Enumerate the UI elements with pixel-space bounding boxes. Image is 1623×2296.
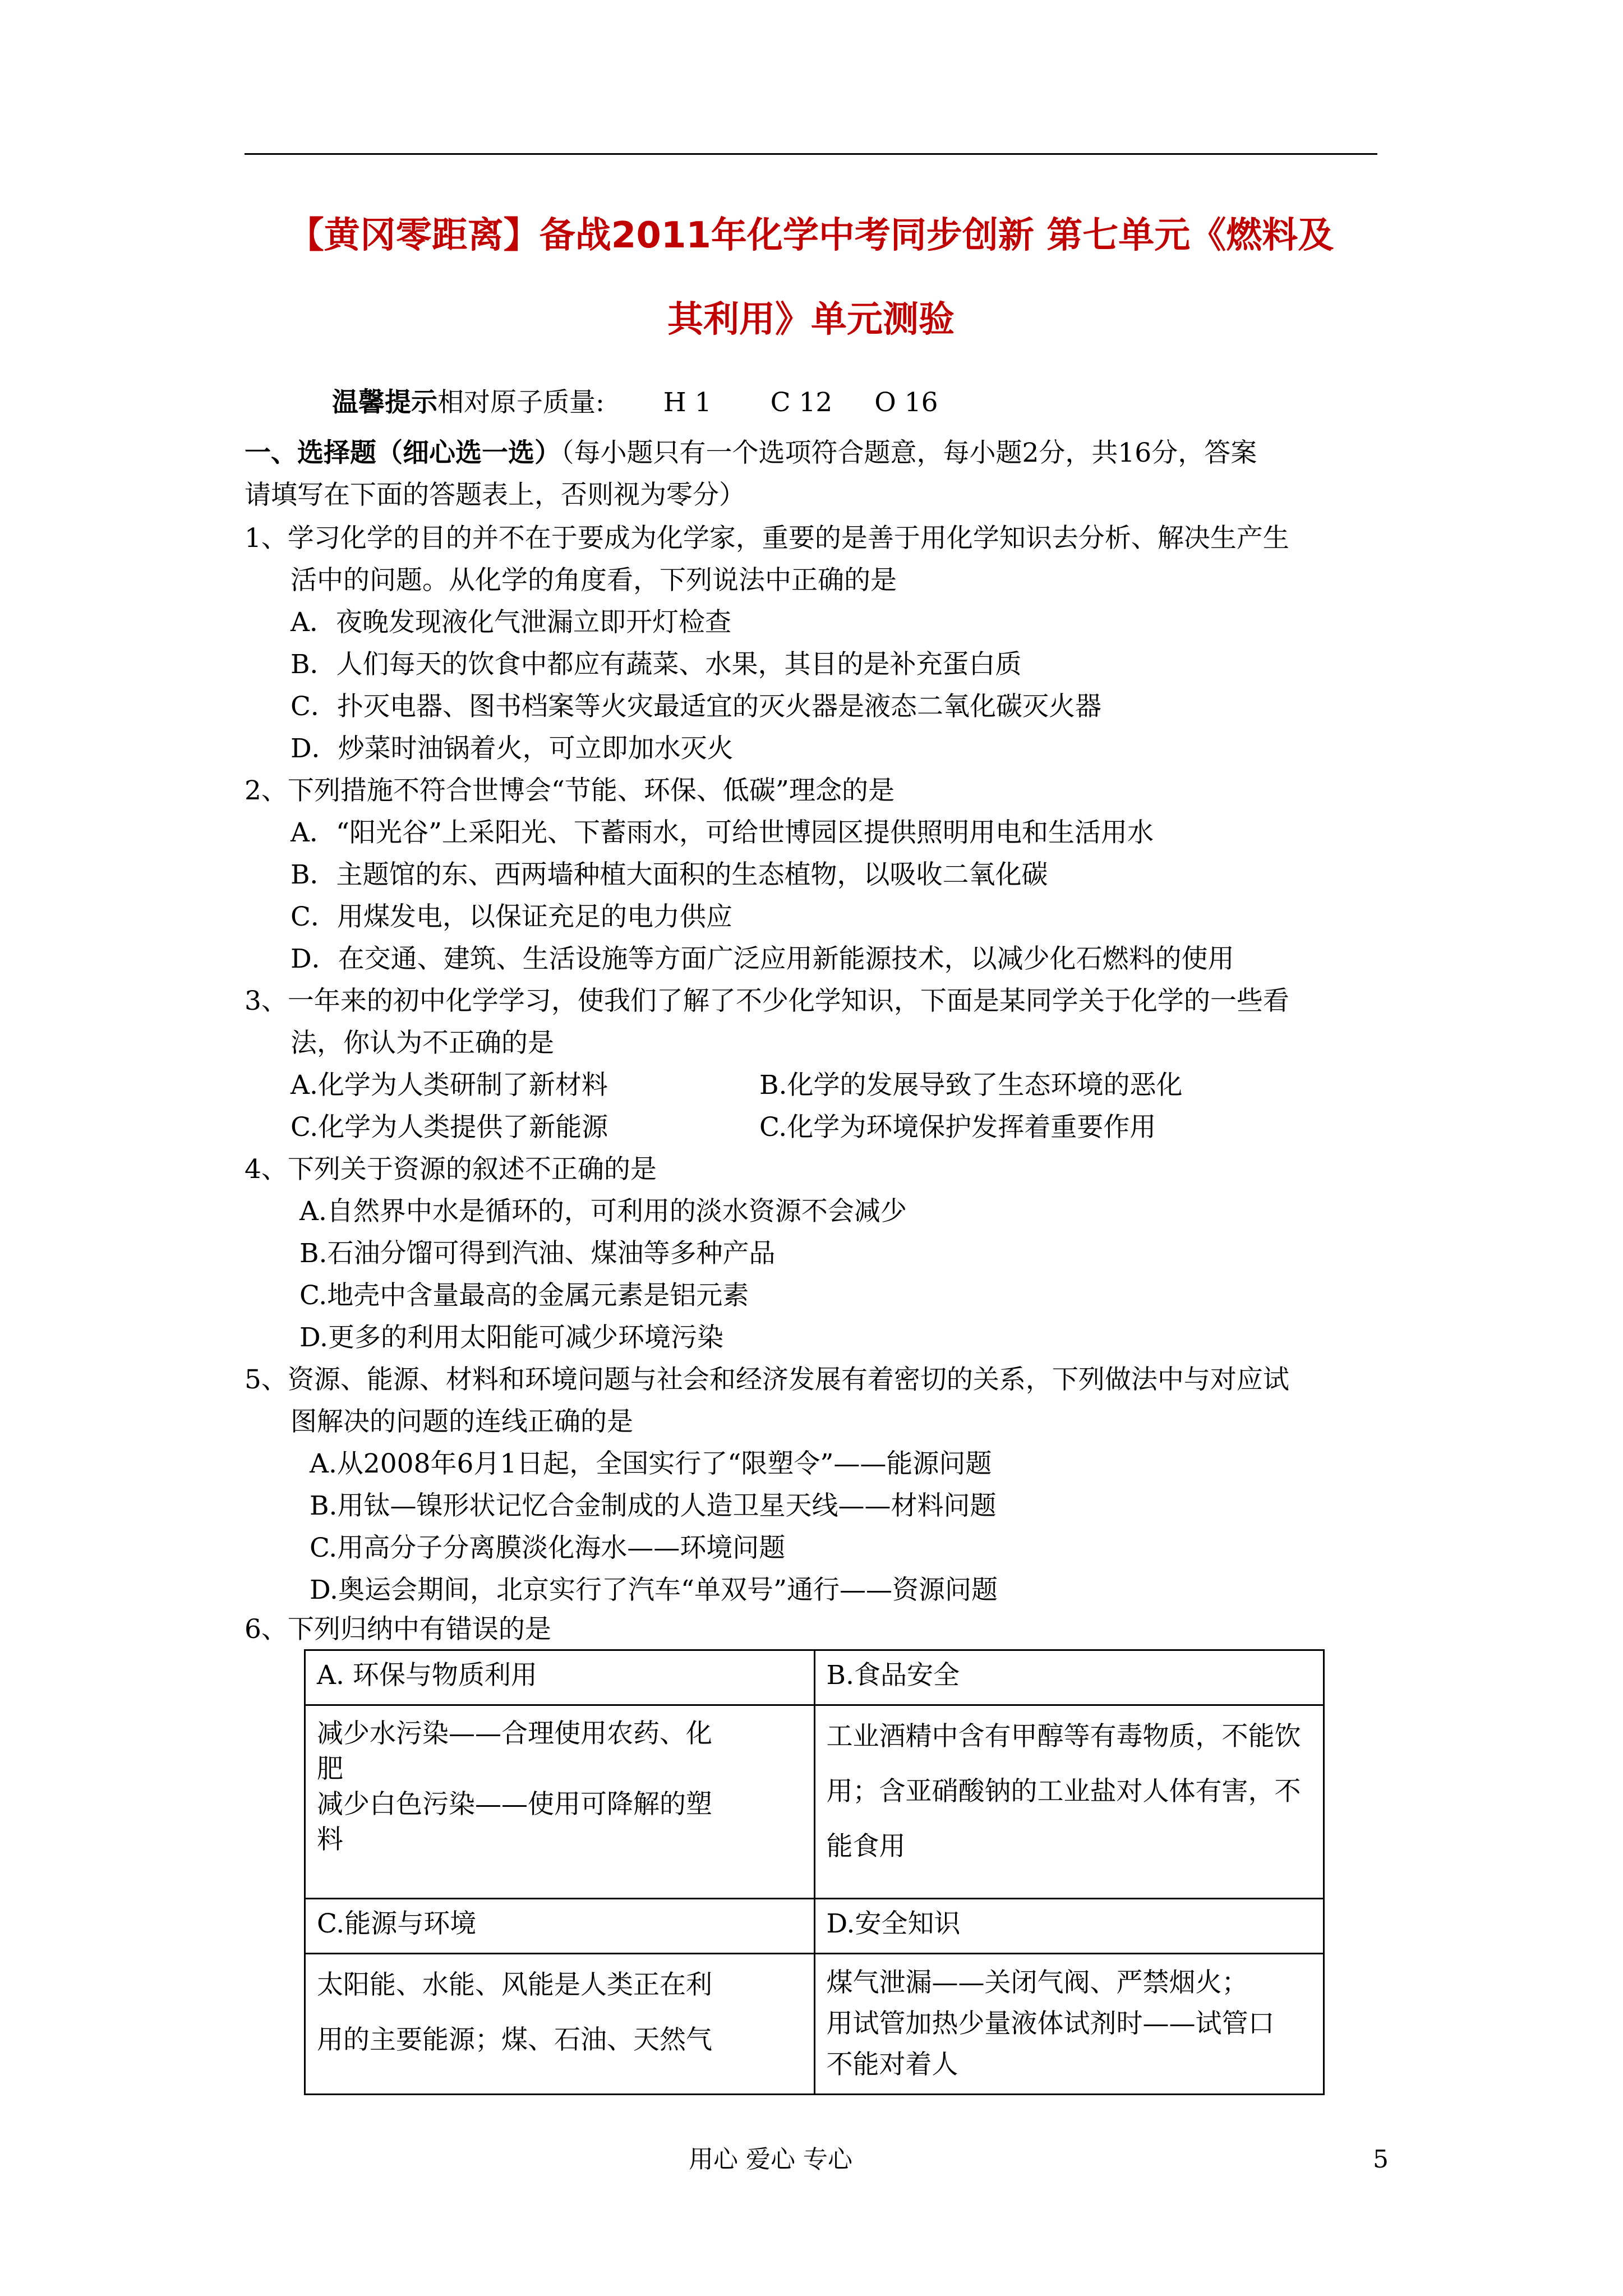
table-cell-c-header: C.能源与环境: [305, 1899, 815, 1954]
question-2-option-a: A．“阳光谷”上采阳光、下蓄雨水，可给世博园区提供照明用电和生活用水: [291, 817, 1154, 848]
table-cell-d-body: 煤气泄漏——关闭气阀、严禁烟火； 用试管加热少量液体试剂时——试管口 不能对着人: [814, 1954, 1324, 2095]
tip-line: [332, 386, 938, 420]
question-5-option-b: B.用钛—镍形状记忆合金制成的人造卫星天线——材料问题: [310, 1490, 997, 1521]
question-1-option-c: C．扑灭电器、图书档案等火灾最适宜的灭火器是液态二氧化碳灭火器: [291, 691, 1101, 722]
question-6-table: [304, 1649, 1325, 2093]
section-header: [245, 436, 1257, 470]
question-5-option-a: A.从2008年6月1日起，全国实行了“限塑令”——能源问题: [310, 1448, 992, 1479]
question-4-option-b: B.石油分馏可得到汽油、煤油等多种产品: [299, 1238, 776, 1269]
question-6-text: 6、下列归纳中有错误的是: [245, 1614, 551, 1645]
table-cell-d-header: D.安全知识: [814, 1899, 1324, 1954]
question-2-option-d: D．在交通、建筑、生活设施等方面广泛应用新能源技术，以减少化石燃料的使用: [291, 944, 1234, 974]
question-1-option-b: B．人们每天的饮食中都应有蔬菜、水果，其目的是补充蛋白质: [291, 649, 1022, 680]
question-4-text: 4、下列关于资源的叙述不正确的是: [245, 1154, 657, 1185]
question-5-text-cont: 图解决的问题的连线正确的是: [291, 1406, 633, 1437]
question-1-option-d: D．炒菜时油锅着火，可立即加水灭火: [291, 733, 734, 764]
footer-text: 用心 爱心 专心: [689, 2145, 852, 2174]
table-cell-a-header: A. 环保与物质利用: [305, 1650, 815, 1705]
question-5-text: 5、资源、能源、材料和环境问题与社会和经济发展有着密切的关系，下列做法中与对应试: [245, 1364, 1289, 1395]
section-title: 一、选择题（细心选一选）: [245, 438, 561, 468]
question-5-option-d: D.奥运会期间，北京实行了汽车“单双号”通行——资源问题: [310, 1575, 998, 1605]
question-3-option-d: C.化学为环境保护发挥着重要作用: [759, 1112, 1156, 1143]
page-title-line-1: 【黄冈零距离】备战2011年化学中考同步创新 第七单元《燃料及: [288, 215, 1334, 256]
page-number: 5: [1373, 2145, 1389, 2174]
tip-value-o: O 16: [874, 387, 938, 418]
table-cell-a-body: 减少水污染——合理使用农药、化 肥 减少白色污染——使用可降解的塑 料: [305, 1705, 815, 1899]
question-3-option-b: B.化学的发展导致了生态环境的恶化: [759, 1070, 1183, 1101]
question-3-option-c: C.化学为人类提供了新能源: [291, 1112, 608, 1143]
question-2-option-b: B．主题馆的东、西两墙种植大面积的生态植物，以吸收二氧化碳: [291, 859, 1048, 890]
table-cell-c-body: 太阳能、水能、风能是人类正在利 用的主要能源；煤、石油、天然气: [305, 1954, 815, 2095]
question-5-option-c: C.用高分子分离膜淡化海水——环境问题: [310, 1533, 786, 1563]
tip-label: 温馨提示: [332, 387, 437, 418]
question-2-option-c: C．用煤发电，以保证充足的电力供应: [291, 901, 732, 932]
question-3-text-cont: 法，你认为不正确的是: [291, 1028, 554, 1059]
header-rule: [245, 153, 1377, 155]
table-cell-b-body: 工业酒精中含有甲醇等有毒物质，不能饮 用；含亚硝酸钠的工业盐对人体有害，不 能食用: [814, 1705, 1324, 1899]
tip-text: 相对原子质量:: [437, 387, 605, 418]
question-1-option-a: A．夜晚发现液化气泄漏立即开灯检查: [291, 607, 731, 638]
question-1-text: 1、学习化学的目的并不在于要成为化学家，重要的是善于用化学知识去分析、解决生产生: [245, 523, 1289, 554]
tip-value-h: H 1: [663, 387, 712, 418]
question-3-option-a: A.化学为人类研制了新材料: [291, 1070, 608, 1101]
section-desc-1: （每小题只有一个选项符合题意，每小题2分，共16分，答案: [561, 438, 1257, 468]
question-4-option-d: D.更多的利用太阳能可减少环境污染: [299, 1322, 723, 1353]
table-cell-b-header: B.食品安全: [814, 1650, 1324, 1705]
question-3-text: 3、一年来的初中化学学习，使我们了解了不少化学知识，下面是某同学关于化学的一些看: [245, 986, 1289, 1016]
question-2-text: 2、下列措施不符合世博会“节能、环保、低碳”理念的是: [245, 775, 895, 806]
tip-value-c: C 12: [770, 387, 833, 418]
question-1-text-cont: 活中的问题。从化学的角度看，下列说法中正确的是: [291, 565, 897, 596]
question-4-option-a: A.自然界中水是循环的，可利用的淡水资源不会减少: [299, 1196, 907, 1227]
question-4-option-c: C.地壳中含量最高的金属元素是铝元素: [299, 1280, 749, 1311]
page-title-line-2: 其利用》单元测验: [667, 299, 955, 341]
section-desc-2: 请填写在下面的答题表上，否则视为零分）: [245, 480, 745, 510]
